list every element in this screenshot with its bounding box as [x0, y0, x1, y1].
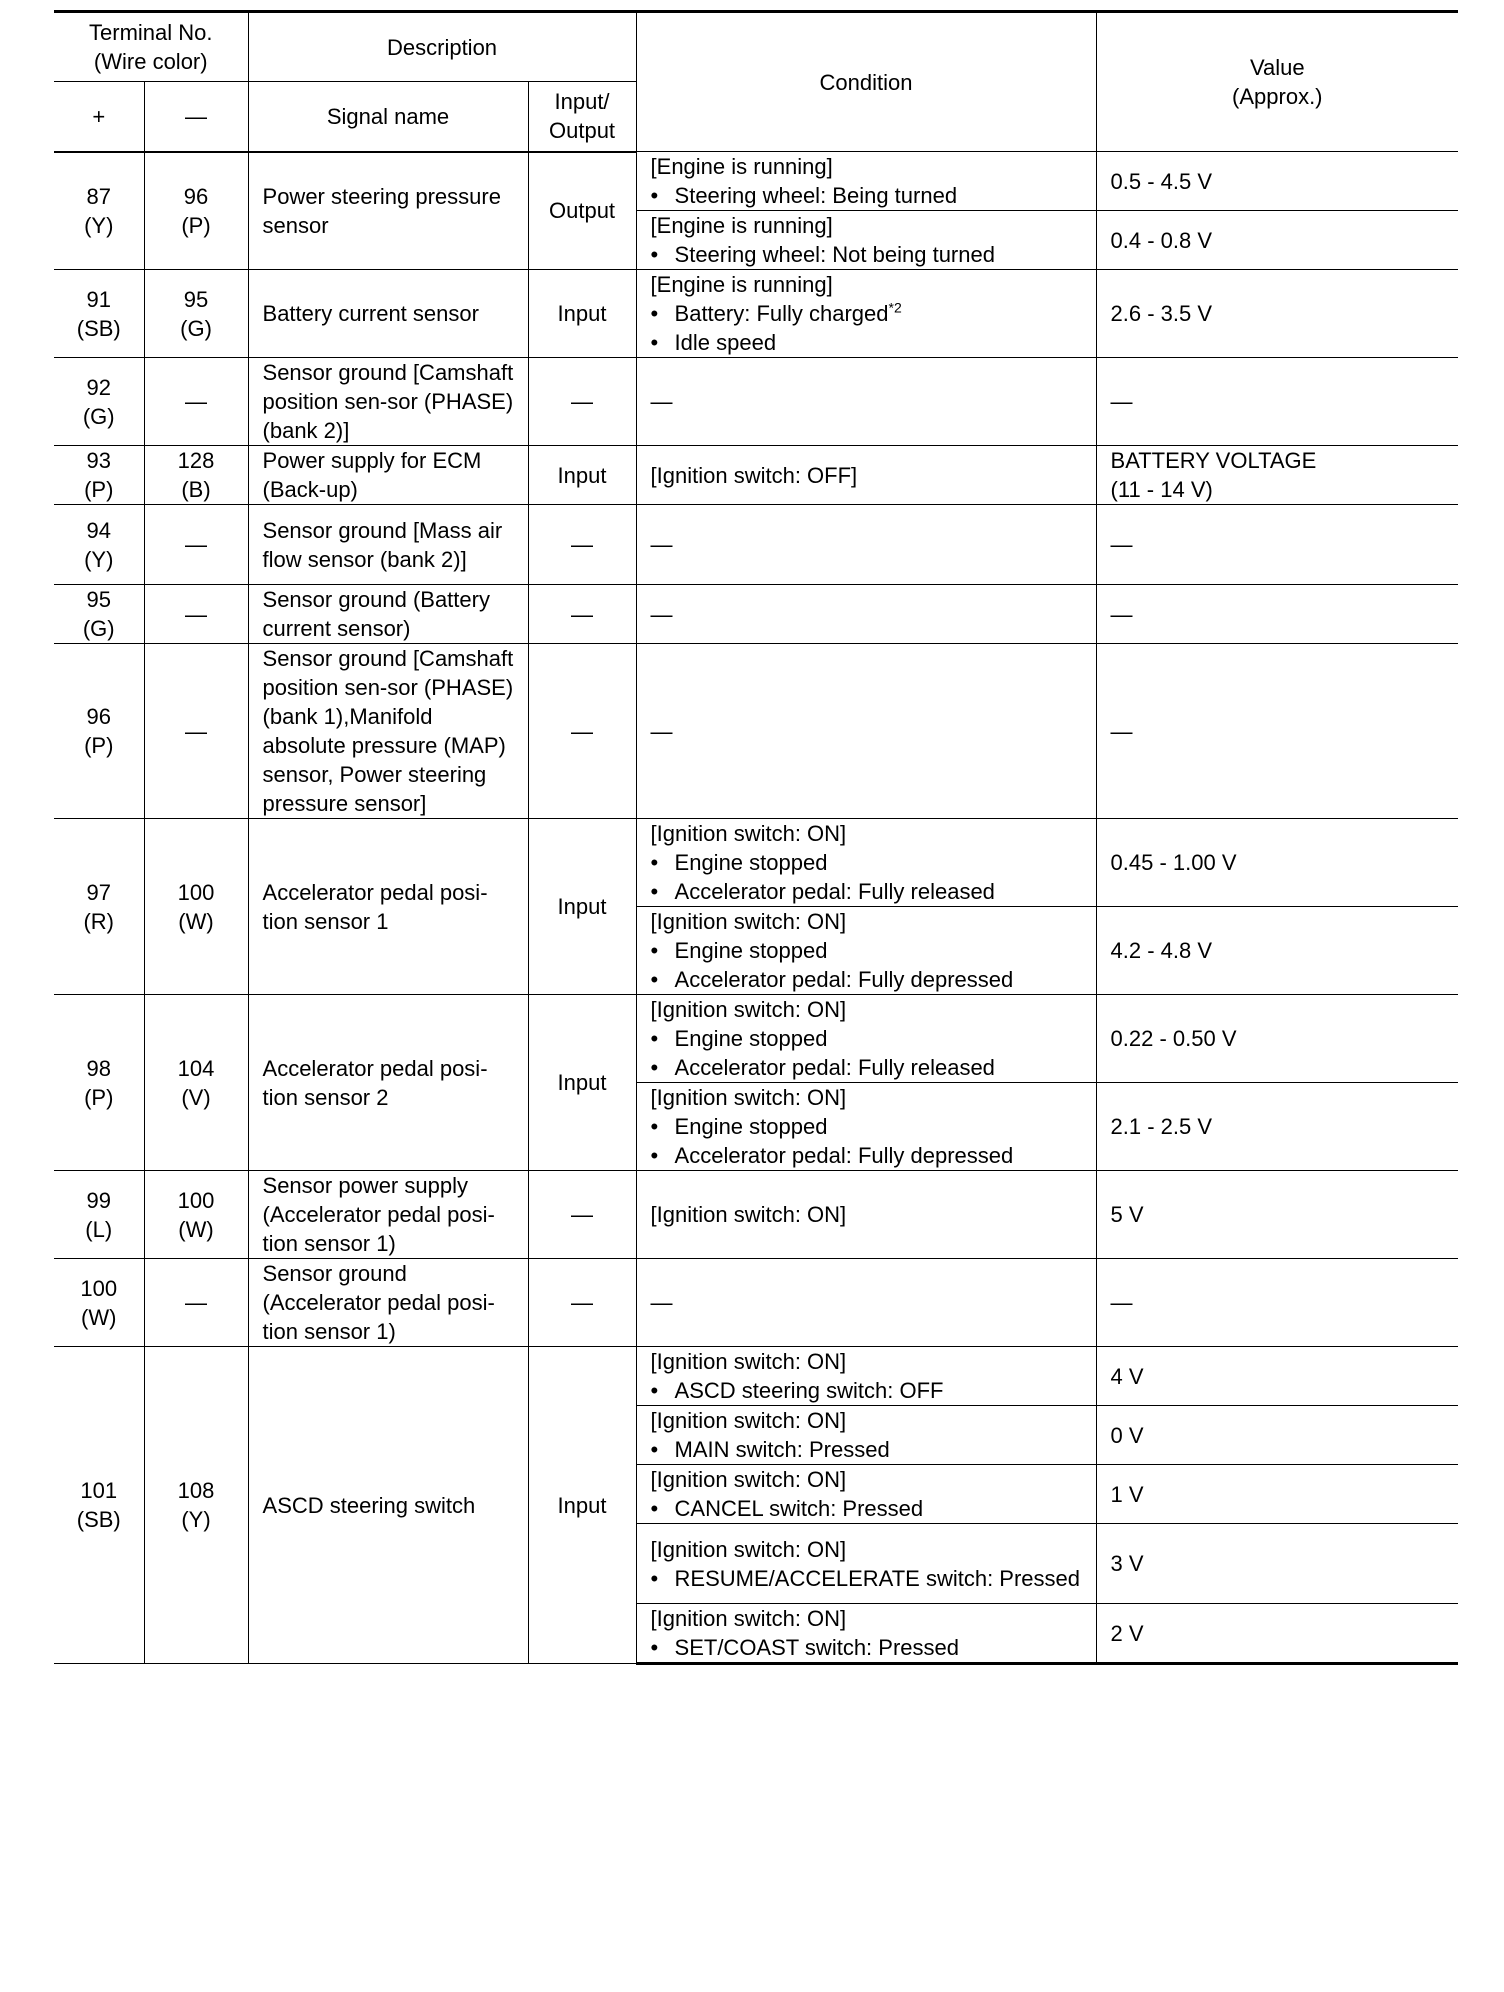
terminal-minus-cell	[144, 505, 248, 585]
terminal-minus-cell	[144, 644, 248, 819]
condition-bullet: • ASCD steering switch: OFF	[651, 1376, 1090, 1405]
terminal-minus-number: 100	[177, 1187, 215, 1213]
condition-cell	[636, 1171, 1096, 1259]
terminal-minus-cell	[144, 585, 248, 644]
condition-header-text: [Ignition switch: OFF]	[650, 462, 858, 488]
table-row	[54, 644, 1458, 819]
terminal-plus-cell	[54, 446, 144, 505]
value-text-secondary: (11 - 14 V)	[1110, 477, 1213, 502]
value-text: 2.1 - 2.5 V	[1110, 1114, 1213, 1139]
table-row	[54, 1347, 1458, 1406]
condition-bullet: • Idle speed	[651, 328, 1090, 357]
table-row	[54, 270, 1458, 358]
condition-header-text: [Ignition switch: ON]	[650, 1202, 847, 1227]
terminal-minus-number: 96	[183, 183, 209, 209]
terminal-minus-cell	[144, 152, 248, 270]
terminal-header	[54, 12, 248, 82]
terminal-minus-number: 95	[183, 286, 209, 312]
value-cell	[1096, 446, 1458, 505]
terminal-plus-wire-color: (P)	[84, 477, 114, 502]
value-cell	[1096, 270, 1458, 358]
value-text: 4.2 - 4.8 V	[1110, 938, 1213, 963]
condition-bullet: • MAIN switch: Pressed	[651, 1435, 1090, 1464]
condition-header-text: [Ignition switch: ON]	[650, 1408, 847, 1433]
terminal-plus-cell	[54, 1259, 144, 1347]
signal-name-cell: Sensor ground (Battery current sensor)	[248, 585, 528, 644]
io-cell: —	[528, 644, 636, 819]
condition-cell	[636, 1406, 1096, 1465]
terminal-minus-cell	[144, 446, 248, 505]
terminal-plus-number: 87	[86, 183, 111, 209]
condition-header-text: [Ignition switch: ON]	[650, 1349, 847, 1374]
condition-bullet: • Engine stopped	[651, 848, 1090, 877]
terminal-minus-number: —	[185, 1290, 207, 1315]
condition-bullet: • Battery: Fully charged$^{*2}$	[651, 299, 1090, 328]
condition-cell	[636, 1347, 1096, 1406]
condition-header-text: —	[650, 1290, 673, 1315]
terminal-plus-wire-color: (SB)	[76, 1507, 121, 1532]
table-row	[54, 505, 1458, 585]
value-text: 0.45 - 1.00 V	[1110, 850, 1237, 875]
condition-cell	[636, 995, 1096, 1083]
value-text: 0.22 - 0.50 V	[1110, 1026, 1237, 1051]
terminal-minus-number: 104	[177, 1055, 215, 1081]
value-cell	[1096, 1171, 1458, 1259]
value-cell	[1096, 1604, 1458, 1664]
io-label-1: Input/	[554, 89, 610, 115]
io-cell: Input	[528, 270, 636, 358]
condition-header-text: [Engine is running]	[650, 154, 833, 179]
terminal-plus-number: 91	[86, 286, 111, 312]
terminal-plus-number: 99	[86, 1187, 111, 1213]
terminal-plus-wire-color: (SB)	[76, 315, 121, 341]
wire-color-label: (Wire color)	[93, 49, 208, 74]
io-cell: Input	[528, 819, 636, 995]
value-text: 4 V	[1110, 1363, 1144, 1389]
value-text: BATTERY VOLTAGE	[1110, 448, 1317, 473]
io-cell: —	[528, 1171, 636, 1259]
signal-name-cell: Power supply for ECM (Back-up)	[248, 446, 528, 505]
value-cell	[1096, 1347, 1458, 1406]
condition-header-text: [Ignition switch: ON]	[650, 1536, 847, 1562]
terminal-minus-wire-color: (G)	[180, 315, 212, 341]
value-text: 3 V	[1110, 1551, 1144, 1576]
terminal-minus-number: —	[185, 718, 207, 744]
signal-name-cell: Sensor ground [Camshaft position sen-sor (PHASE) (bank 1),Manifold absolute pressure (MAP) sensor, Power steering pressure sensor]	[248, 644, 528, 819]
io-cell: —	[528, 585, 636, 644]
condition-header-text: —	[650, 389, 673, 414]
value-text: 0.5 - 4.5 V	[1110, 168, 1213, 194]
table-row	[54, 1259, 1458, 1347]
terminal-minus-wire-color: (Y)	[181, 1507, 211, 1532]
terminal-minus-wire-color: (W)	[178, 1216, 214, 1242]
value-text: 0 V	[1110, 1422, 1144, 1448]
terminal-plus-number: 92	[86, 374, 111, 400]
terminal-table	[54, 10, 1458, 1665]
value-text: —	[1110, 389, 1133, 414]
terminal-plus-wire-color: (Y)	[84, 212, 114, 238]
io-cell: Input	[528, 995, 636, 1171]
condition-header: Condition	[636, 12, 1096, 152]
condition-cell	[636, 152, 1096, 211]
io-header	[528, 82, 636, 152]
terminal-minus-cell	[144, 270, 248, 358]
condition-cell	[636, 907, 1096, 995]
value-cell	[1096, 995, 1458, 1083]
approx-label: (Approx.)	[1232, 84, 1323, 109]
value-cell	[1096, 1406, 1458, 1465]
condition-cell	[636, 505, 1096, 585]
terminal-minus-cell	[144, 358, 248, 446]
value-cell	[1096, 644, 1458, 819]
signal-name-cell: Accelerator pedal posi-tion sensor 1	[248, 819, 528, 995]
terminal-plus-cell	[54, 1347, 144, 1664]
value-cell	[1096, 585, 1458, 644]
value-cell	[1096, 1524, 1458, 1604]
table-header	[54, 12, 1458, 152]
condition-header-text: [Ignition switch: ON]	[650, 997, 847, 1022]
terminal-minus-number: 100	[177, 879, 215, 905]
condition-header-text: [Engine is running]	[650, 272, 833, 297]
condition-header-text: [Ignition switch: ON]	[650, 1085, 847, 1110]
terminal-plus-number: 101	[80, 1478, 118, 1503]
io-cell: Input	[528, 1347, 636, 1664]
value-cell	[1096, 819, 1458, 907]
condition-bullet: • Engine stopped	[651, 1112, 1090, 1141]
io-cell: Input	[528, 446, 636, 505]
value-text: —	[1110, 532, 1133, 557]
condition-cell	[636, 819, 1096, 907]
table-row	[54, 819, 1458, 907]
value-label: Value	[1249, 55, 1305, 80]
signal-name-cell: Power steering pressure sensor	[248, 152, 528, 270]
condition-cell	[636, 446, 1096, 505]
terminal-minus-number: —	[185, 532, 207, 557]
condition-bullet: • Engine stopped	[651, 1024, 1090, 1053]
terminal-plus-cell	[54, 358, 144, 446]
terminal-minus-wire-color: (B)	[181, 477, 211, 502]
terminal-plus-number: 96	[86, 704, 111, 729]
terminal-plus-cell	[54, 152, 144, 270]
condition-cell	[636, 1604, 1096, 1664]
condition-bullet: • Accelerator pedal: Fully depressed	[651, 965, 1090, 994]
value-text: 2.6 - 3.5 V	[1110, 301, 1213, 326]
terminal-minus-wire-color: (P)	[181, 212, 211, 238]
signal-name-cell: Accelerator pedal posi-tion sensor 2	[248, 995, 528, 1171]
terminal-table-page	[54, 10, 1458, 1665]
terminal-plus-wire-color: (G)	[82, 403, 115, 429]
value-cell	[1096, 1465, 1458, 1524]
condition-cell	[636, 211, 1096, 270]
value-text: 2 V	[1110, 1620, 1144, 1646]
table-row	[54, 995, 1458, 1083]
terminal-plus-wire-color: (W)	[81, 1304, 117, 1330]
condition-header-text: —	[650, 532, 673, 557]
terminal-plus-cell	[54, 1171, 144, 1259]
table-row	[54, 152, 1458, 211]
terminal-plus-number: 100	[80, 1275, 118, 1301]
signal-name-cell: Battery current sensor	[248, 270, 528, 358]
condition-bullet: • RESUME/ACCELERATE switch: Pressed	[651, 1564, 1090, 1593]
terminal-plus-wire-color: (L)	[85, 1216, 113, 1242]
condition-cell	[636, 644, 1096, 819]
condition-cell	[636, 358, 1096, 446]
io-cell: —	[528, 1259, 636, 1347]
value-text: —	[1110, 1290, 1133, 1315]
value-text: 1 V	[1110, 1481, 1144, 1507]
condition-header-text: [Engine is running]	[650, 213, 833, 238]
condition-bullet: • Accelerator pedal: Fully released	[651, 1053, 1090, 1082]
terminal-minus-number: 108	[177, 1478, 215, 1503]
terminal-plus-wire-color: (Y)	[84, 546, 114, 572]
signal-name-cell: Sensor power supply (Accelerator pedal posi-tion sensor 1)	[248, 1171, 528, 1259]
condition-cell	[636, 1083, 1096, 1171]
condition-cell	[636, 1259, 1096, 1347]
condition-cell	[636, 585, 1096, 644]
value-cell	[1096, 211, 1458, 270]
terminal-plus-cell	[54, 819, 144, 995]
value-cell	[1096, 1259, 1458, 1347]
terminal-plus-cell	[54, 995, 144, 1171]
table-row	[54, 1171, 1458, 1259]
value-cell	[1096, 1083, 1458, 1171]
minus-header: —	[144, 82, 248, 152]
table-row	[54, 446, 1458, 505]
terminal-plus-cell	[54, 505, 144, 585]
terminal-minus-cell	[144, 1171, 248, 1259]
condition-bullet: • Accelerator pedal: Fully depressed	[651, 1141, 1090, 1170]
value-text: —	[1110, 601, 1133, 627]
terminal-minus-number: 128	[177, 448, 215, 473]
condition-bullet: • Steering wheel: Being turned	[651, 181, 1090, 210]
value-header	[1096, 12, 1458, 152]
condition-cell	[636, 1465, 1096, 1524]
table-body	[54, 152, 1458, 1664]
signal-name-cell: Sensor ground [Camshaft position sen-sor (PHASE) (bank 2)]	[248, 358, 528, 446]
condition-header-text: [Ignition switch: ON]	[650, 1606, 847, 1631]
condition-bullet: • SET/COAST switch: Pressed	[651, 1633, 1090, 1662]
terminal-label: Terminal No.	[89, 20, 213, 45]
terminal-plus-number: 94	[86, 517, 111, 543]
terminal-plus-wire-color: (R)	[83, 908, 115, 934]
condition-bullet: • Engine stopped	[651, 936, 1090, 965]
description-header: Description	[248, 12, 636, 82]
condition-header-text: [Ignition switch: ON]	[650, 1467, 847, 1492]
table-row	[54, 358, 1458, 446]
value-cell	[1096, 505, 1458, 585]
condition-header-text: —	[650, 718, 673, 744]
terminal-plus-number: 95	[86, 587, 111, 612]
terminal-minus-wire-color: (V)	[181, 1084, 211, 1110]
value-cell	[1096, 152, 1458, 211]
signal-name-cell: Sensor ground [Mass air flow sensor (bank 2)]	[248, 505, 528, 585]
terminal-plus-number: 93	[86, 448, 111, 473]
terminal-plus-number: 98	[86, 1055, 111, 1081]
terminal-minus-cell	[144, 1347, 248, 1664]
plus-header: +	[54, 82, 144, 152]
terminal-plus-cell	[54, 585, 144, 644]
condition-cell	[636, 1524, 1096, 1604]
terminal-minus-cell	[144, 1259, 248, 1347]
value-text: —	[1110, 718, 1133, 744]
terminal-plus-cell	[54, 270, 144, 358]
condition-bullet: • Steering wheel: Not being turned	[651, 240, 1090, 269]
terminal-plus-wire-color: (G)	[82, 616, 115, 641]
value-cell	[1096, 907, 1458, 995]
io-cell: Output	[528, 152, 636, 270]
signal-name-header: Signal name	[248, 82, 528, 152]
signal-name-cell: ASCD steering switch	[248, 1347, 528, 1664]
terminal-plus-number: 97	[86, 879, 111, 905]
io-label-2: Output	[549, 118, 616, 144]
terminal-plus-wire-color: (P)	[84, 1084, 114, 1110]
terminal-minus-cell	[144, 995, 248, 1171]
condition-cell	[636, 270, 1096, 358]
condition-bullet: • CANCEL switch: Pressed	[651, 1494, 1090, 1523]
terminal-minus-number: —	[185, 389, 207, 414]
terminal-minus-wire-color: (W)	[178, 908, 214, 934]
condition-header-text: —	[650, 601, 673, 627]
value-text: 0.4 - 0.8 V	[1110, 227, 1213, 253]
terminal-minus-cell	[144, 819, 248, 995]
terminal-plus-wire-color: (P)	[84, 733, 114, 758]
table-row	[54, 585, 1458, 644]
terminal-minus-number: —	[185, 601, 207, 627]
condition-header-text: [Ignition switch: ON]	[650, 909, 847, 934]
signal-name-cell: Sensor ground (Accelerator pedal posi-tion sensor 1)	[248, 1259, 528, 1347]
terminal-plus-cell	[54, 644, 144, 819]
condition-header-text: [Ignition switch: ON]	[650, 821, 847, 846]
io-cell: —	[528, 358, 636, 446]
value-text: 5 V	[1110, 1202, 1144, 1227]
io-cell: —	[528, 505, 636, 585]
condition-bullet: • Accelerator pedal: Fully released	[651, 877, 1090, 906]
value-cell	[1096, 358, 1458, 446]
footnote-marker: *2	[888, 299, 902, 316]
